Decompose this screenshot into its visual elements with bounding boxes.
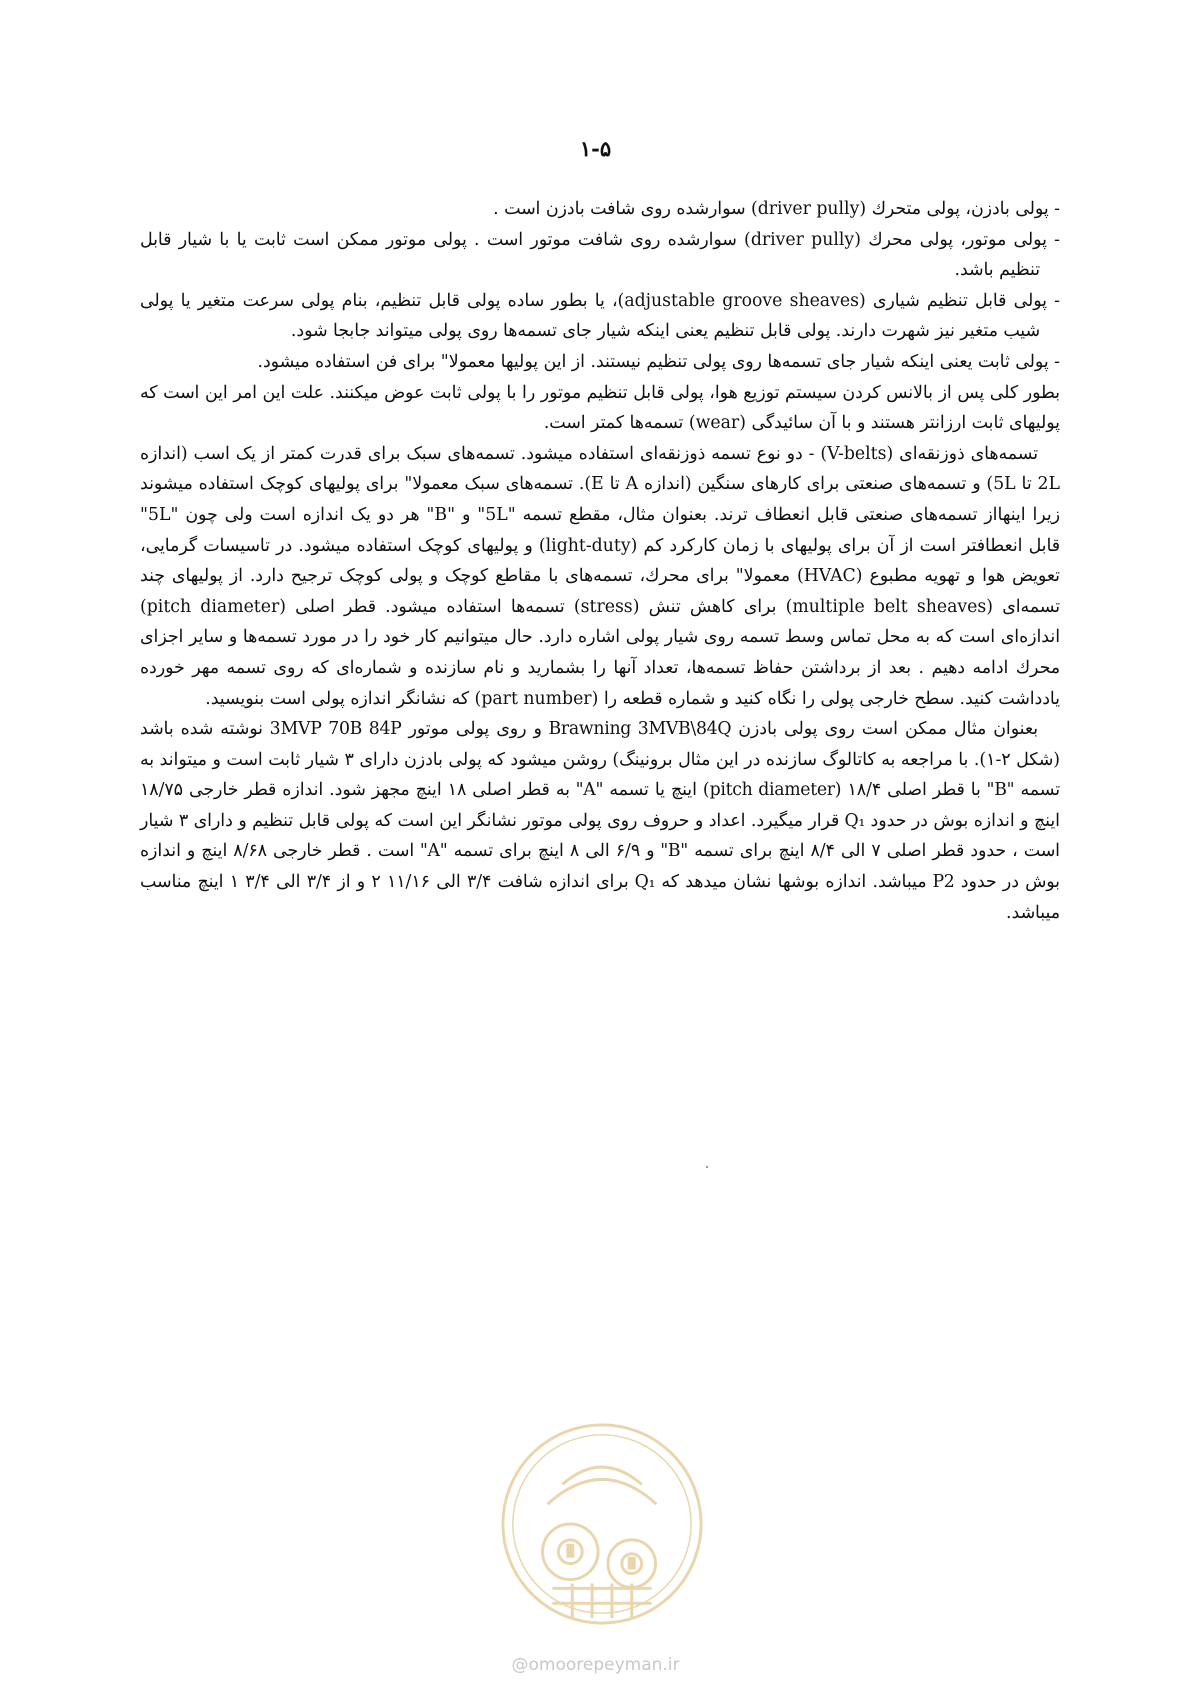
bullet-adjustable-pulley: - پولی قابل تنظیم شیاری (adjustable groove sheaves)، یا بطور ساده پولی قابل تنظیم، بنام پولی سرعت متغیر یا پولی شیب متغیر نیز شهرت دارند. پولی قابل تنظیم یعنی اینکه شیار جای تسمه‌ها روی پولی میتواند جابجا شود. [140, 290, 1061, 342]
paragraph-balancing: بطور کلی پس از بالانس کردن سیستم توزیع هوا، پولی قابل تنظیم موتور را با پولی ثابت عوض میکنند. علت این امر این است که پولیهای ثابت ارزانتر هستند و با آن سائیدگی (wear) تسمه‌ها کمتر است. [140, 382, 1060, 434]
watermark-caption: @omoorepeyman.ir [511, 1655, 680, 1675]
page-number: ۱-۵ [579, 136, 612, 161]
document-body [140, 194, 1060, 928]
paragraph-v-belts: تسمه‌های ذوزنقه‌ای (V-belts) - دو نوع تسمه ذوزنقه‌ای استفاده میشود. تسمه‌های سبک برای قدرت کمتر از یک اسب (اندازه 2L تا 5L) و تسمه‌های صنعتی برای کارهای سنگین (اندازه A تا E). تسمه‌های سبک معمولا" برای پولیهای کوچک استفاده میشوند زیرا اینهااز تسمه‌های صنعتی قابل انعطاف ترند. بعنوان مثال، مقطع تسمه "5L" و "B" هر دو یک اندازه است ولی چون "5L" قابل انعطافتر است از آن برای پولیهای با زمان کارکرد کم (light-duty) و پولیهای کوچک استفاده میشود. در تاسیسات گرمایی، تعویض هوا و تهویه مطبوع (HVAC) معمولا" برای محرك، تسمه‌های با مقاطع کوچک و پولی کوچک ترجیح دارد. از پولیهای چند تسمه‌ای (multiple belt sheaves) برای کاهش تنش (stress) تسمه‌ها استفاده میشود. قطر اصلی (pitch diameter) اندازه‌ای است که به محل تماس وسط تسمه روی شیار پولی اشاره دارد. حال میتوانیم کار خود را در مورد تسمه‌ها و سایر اجزای محرك ادامه دهیم . بعد از برداشتن حفاظ تسمه‌ها، تعداد آنها را بشمارید و نام سازنده و شماره‌ای که روی تسمه مهر خورده یادداشت کنید. سطح خارجی پولی را نگاه کنید و شماره قطعه را (part number) که نشانگر اندازه پولی است بنویسید. [140, 443, 1061, 709]
watermark-logo [493, 1415, 711, 1633]
paragraph-example: بعنوان مثال ممکن است روی پولی بادزن Brawning 3MVB\84Q و روی پولی موتور 3MVP 70B 84P نوشته شده باشد (شکل ۲-۱). با مراجعه به کاتالوگ سازنده در این مثال برونینگ) روشن میشود که پولی بادزن دارای ۳ شیار ثابت است و میتواند به تسمه "B" با قطر اصلی ۱۸/۴ (pitch diameter) اینچ یا تسمه "A" به قطر اصلی ۱۸ اینچ مجهز شود. اندازه قطر خارجی ۱۸/۷۵ اینچ و اندازه بوش در حدود Q₁ قرار میگیرد. اعداد و حروف روی پولی موتور نشانگر این است که پولی قابل تنظیم و دارای ۳ شیار است ، حدود قطر اصلی ۷ الی ۸/۴ اینچ برای تسمه "B" و ۶/۹ الی ۸ اینچ برای تسمه "A" است . قطر خارجی ۸/۶۸ اینچ و اندازه بوش در حدود P2 میباشد. اندازه بوشها نشان میدهد که Q₁ برای اندازه شافت ۳/۴ الی ۱۱/۱۶ ۲ و از ۳/۴ الی ۳/۴ ۱ اینچ مناسب میباشد. [140, 719, 1061, 923]
bullet-fan-pulley: - پولی بادزن، پولی متحرك (driver pully) سوارشده روی شافت بادزن است . [493, 199, 1060, 219]
bullet-fixed-pulley: - پولی ثابت یعنی اینکه شیار جای تسمه‌ها روی پولی تنظیم نیستند. از این پولیها معمولا" برای فن استفاده میشود. [257, 351, 1060, 372]
scan-speck [706, 1166, 708, 1168]
bullet-motor-pulley: - پولی موتور، پولی محرك (driver pully) سوارشده روی شافت موتور است . پولی موتور ممکن است ثابت یا با شیار قابل تنظیم باشد. [140, 229, 1060, 281]
